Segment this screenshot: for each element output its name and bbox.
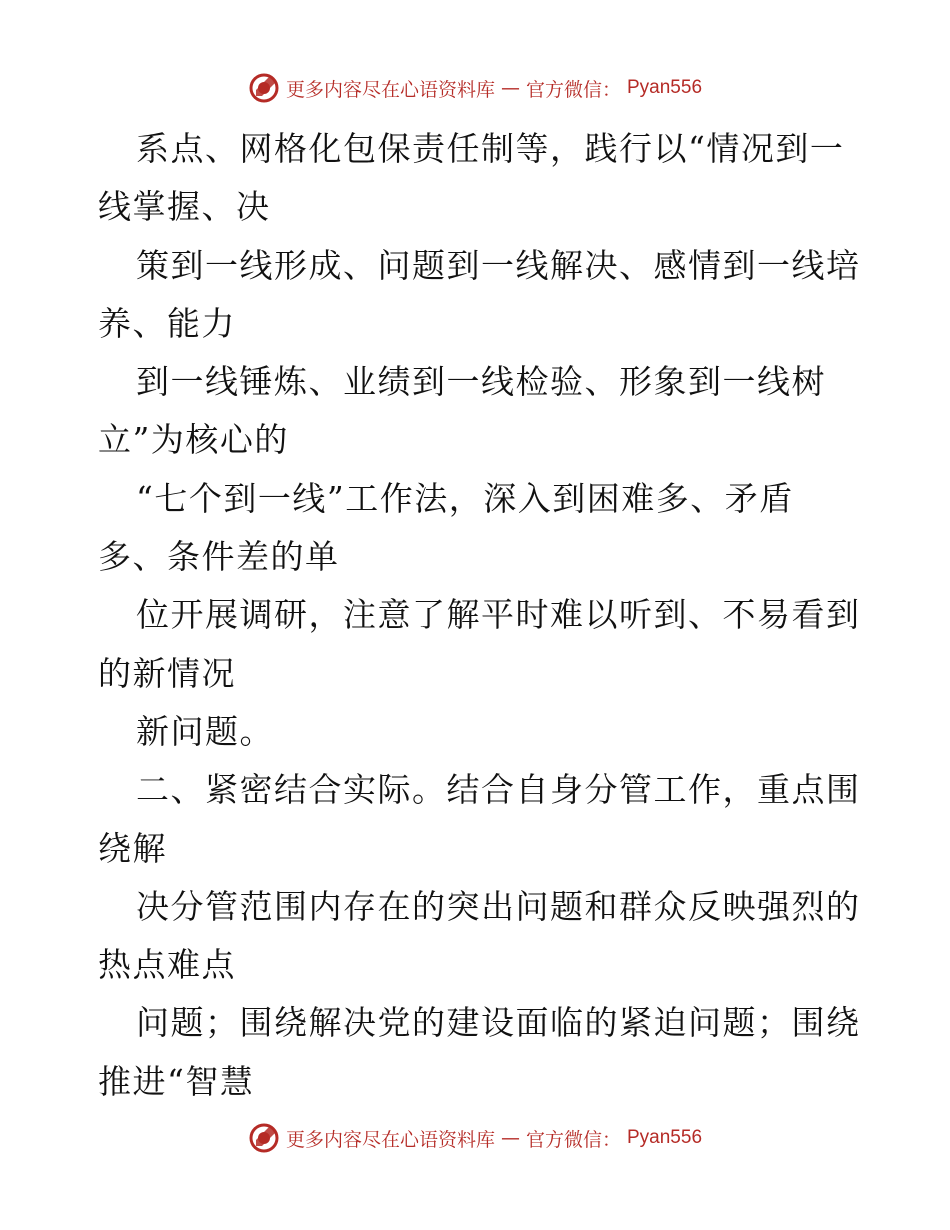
- header-wechat-label: 官方微信：: [525, 78, 621, 101]
- body-line-15: 热点难点: [98, 945, 236, 985]
- body-line-9: 位开展调研，注意了解平时难以听到、不易看到: [136, 595, 861, 635]
- body-line-7: “七个到一线”工作法，深入到困难多、矛盾: [136, 478, 794, 518]
- body-line-4: 养、能力: [98, 303, 236, 343]
- body-line-13: 绕解: [98, 828, 167, 868]
- body-line-14: 决分管范围内存在的突出问题和群众反映强烈的: [136, 886, 861, 926]
- body-line-17: 推进“智慧: [98, 1061, 255, 1101]
- body-line-6: 立”为核心的: [98, 420, 289, 460]
- header-banner-text: 更多内容尽在心语资料库: [285, 78, 495, 101]
- body-line-1: 系点、网格化包保责任制等，践行以“情况到一: [136, 129, 845, 168]
- document-body: [98, 120, 861, 1111]
- brand-logo-icon: [248, 1122, 280, 1154]
- header-banner-separator: —: [500, 77, 520, 99]
- footer-banner: [0, 1122, 950, 1154]
- body-line-10: 的新情况: [98, 653, 236, 693]
- body-line-12: 二、紧密结合实际。结合自身分管工作，重点围: [136, 770, 861, 810]
- header-wechat-id: Pyan556: [627, 77, 703, 98]
- body-line-11: 新问题。: [136, 711, 274, 751]
- body-line-5: 到一线锤炼、业绩到一线检验、形象到一线树: [136, 362, 826, 402]
- body-line-3: 策到一线形成、问题到一线解决、感情到一线培: [136, 245, 861, 285]
- body-line-2: 线掌握、决: [98, 187, 271, 227]
- brand-logo-icon: [248, 72, 280, 104]
- header-banner: [0, 72, 950, 104]
- footer-banner-separator: —: [500, 1127, 520, 1149]
- footer-banner-text: 更多内容尽在心语资料库: [285, 1128, 495, 1151]
- body-line-8: 多、条件差的单: [98, 537, 340, 577]
- body-line-16: 问题；围绕解决党的建设面临的紧迫问题；围绕: [136, 1003, 861, 1043]
- footer-wechat-label: 官方微信：: [525, 1128, 621, 1151]
- footer-wechat-id: Pyan556: [627, 1127, 703, 1148]
